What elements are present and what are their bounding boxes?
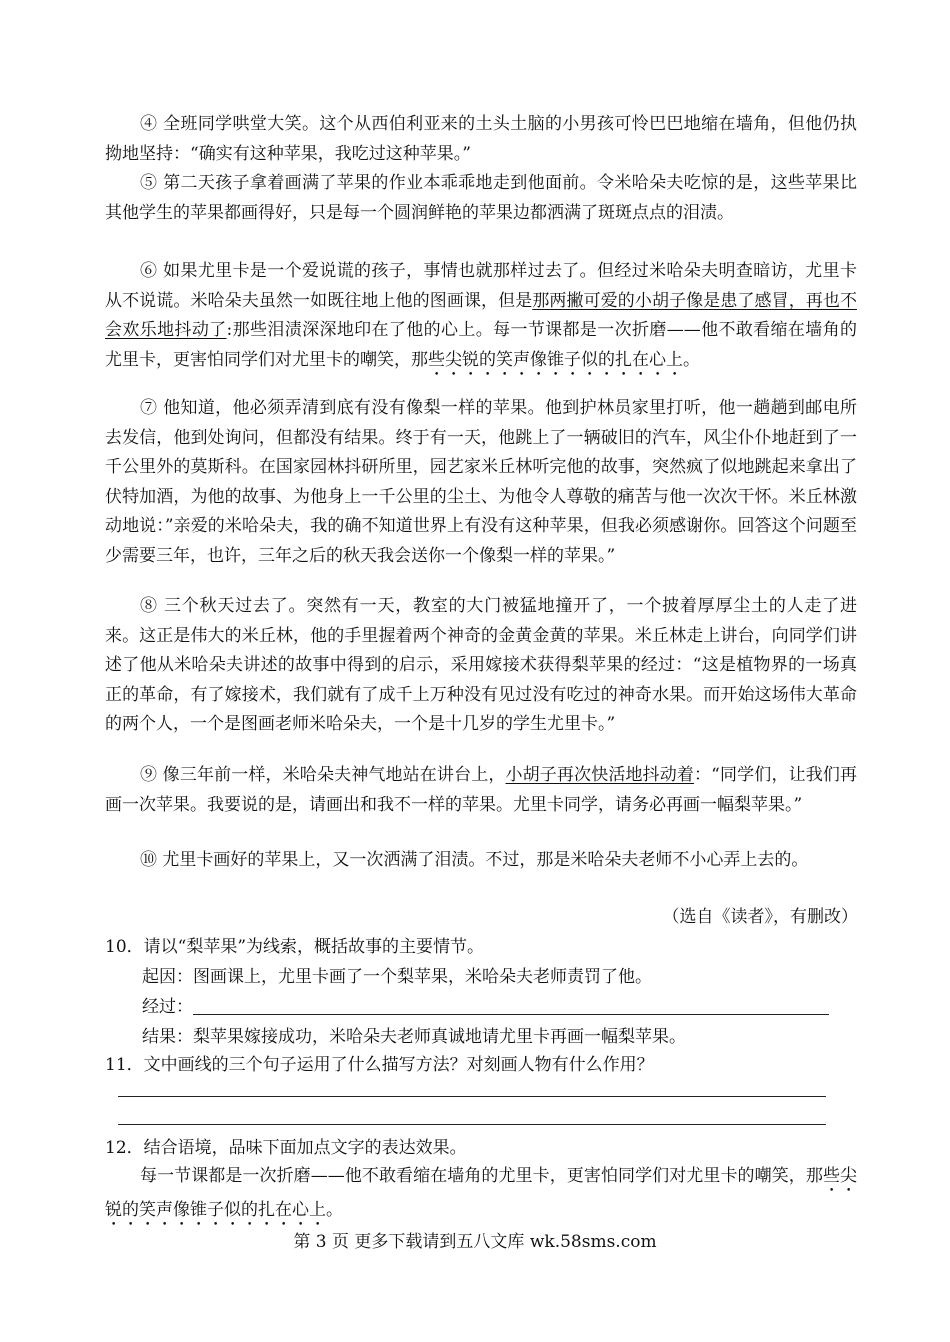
question-10-result: 结果：梨苹果嫁接成功，米哈朵夫老师真诚地请尤里卡再画一幅梨苹果。 (142, 1027, 686, 1047)
question-10: 10．请以“梨苹果”为线索，概括故事的主要情节。 (105, 937, 485, 957)
paragraph-4: ④ 全班同学哄堂大笑。这个从西伯利亚来的土头土脑的小男孩可怜巴巴地缩在墙角，但他仍执拗地坚持：“确实有这种苹果，我吃过这种苹果。” (105, 114, 857, 164)
source-citation: （选自《读者》，有删改） (662, 907, 858, 927)
answer-blank-process[interactable] (193, 996, 829, 1015)
paragraph-9-text-b: ：“同学们，让我们再画一次苹果。我要说的是，请画出和我不一样的苹果。尤里卡同学，请务必再画一幅梨苹果。” (105, 765, 857, 815)
paragraph-6 (105, 257, 857, 380)
question-12-text-a: 每一节课都是一次折磨——他不敢看缩在墙角的尤里卡，更害怕同学们对尤里卡的嘲笑，那 (140, 1166, 823, 1186)
page-footer: 第 3 页 更多下载请到五八文库 wk.58sms.com (293, 1232, 657, 1252)
question-10-cause: 起因：图画课上，尤里卡画了一个梨苹果，米哈朵夫老师责罚了他。 (142, 967, 652, 987)
question-10-process (142, 992, 862, 1022)
paragraph-9 (105, 761, 857, 820)
paragraph-10: ⑩ 尤里卡画好的苹果上，又一次洒满了泪渍。不过，那是米哈朵夫老师不小心弄上去的。 (140, 850, 809, 870)
question-12-dotted-phrase: 些尖锐的笑声像锥子似的扎在心上 (105, 1166, 858, 1220)
paragraph-6-text-c: 。 (683, 349, 700, 370)
question-12-excerpt (105, 1162, 857, 1230)
question-10-process-label: 经过： (142, 997, 193, 1017)
underlined-sentence-1: 那两撇可爱的小胡子像是患了感冒，再也不会欢乐地抖动了 (105, 290, 858, 341)
paragraph-8: ⑧ 三个秋天过去了。突然有一天，教室的大门被猛地撞开了，一个披着厚厚尘土的人走了进来。这正是伟大的米丘林，他的手里握着两个神奇的金黄金黄的苹果。米丘林走上讲台，向同学们讲述了他从米哈朵夫讲述的故事中得到的启示，采用嫁接术获得梨苹果的经过：“这是植物界的一场真正的革命，有了嫁接术，我们就有了成千上万种没有见过没有吃过的神奇水果。而开始这场伟大革命的两个人，一个是图画老师米哈朵夫，一个是十几岁的学生尤里卡。” (105, 596, 857, 735)
question-12-text-b: 。 (326, 1200, 343, 1220)
paragraph-7: ⑦ 他知道，他必须弄清到底有没有像梨一样的苹果。他到护林员家里打听，他一趟趟到邮电所去发信，他到处询问，但都没有结果。终于有一天，他跳上了一辆破旧的汽车，风尘仆仆地赶到了一千公里外的莫斯科。在国家园林抖研所里，园艺家米丘林听完他的故事，突然疯了似地跳起来拿出了伏特加酒，为他的故事、为他身上一千公里的尘土、为他令人尊敬的痛苦与他一次次干怀。米丘林激动地说：”亲爱的米哈朵夫，我的确不知道世界上有没有这种苹果，但我必须感谢你。回答这个问题至少需要三年，也许，三年之后的秋天我会送你一个像梨一样的苹果。” (105, 398, 857, 566)
paragraph-6-text-b: :那些泪渍深深地印在了他的心上。每一节课都是一次折磨——他不敢看缩在墙角的尤里卡，更害怕同学们对尤里卡的嘲笑，那 (105, 320, 857, 370)
question-11: 11．文中画线的三个句子运用了什么描写方法？对刻画人物有什么作用？ (105, 1055, 654, 1075)
dotted-phrase: 些尖锐的笑声像锥子似的扎在心上 (428, 349, 683, 370)
question-12: 12．结合语境，品味下面加点文字的表达效果。 (105, 1138, 467, 1158)
paragraph-6-text-a: ⑥ 如果尤里卡是一个爱说谎的孩子，事情也就那样过去了。但经过米哈朵夫明查暗访，尤里卡从不说谎。米哈朵夫虽然一如既往地上他的图画课，但是 (105, 261, 857, 311)
answer-line-2[interactable] (118, 1124, 826, 1125)
paragraph-5: ⑤ 第二天孩子拿着画满了苹果的作业本乖乖地走到他面前。令米哈朵夫吃惊的是，这些苹果比其他学生的苹果都画得好，只是每一个圆润鲜艳的苹果边都洒满了斑斑点点的泪渍。 (105, 173, 857, 223)
answer-line-1[interactable] (118, 1096, 826, 1097)
underlined-sentence-2: 小胡子再次快活地抖动着 (505, 765, 695, 785)
paragraph-9-text-a: ⑨ 像三年前一样，米哈朵夫神气地站在讲台上， (140, 765, 506, 785)
